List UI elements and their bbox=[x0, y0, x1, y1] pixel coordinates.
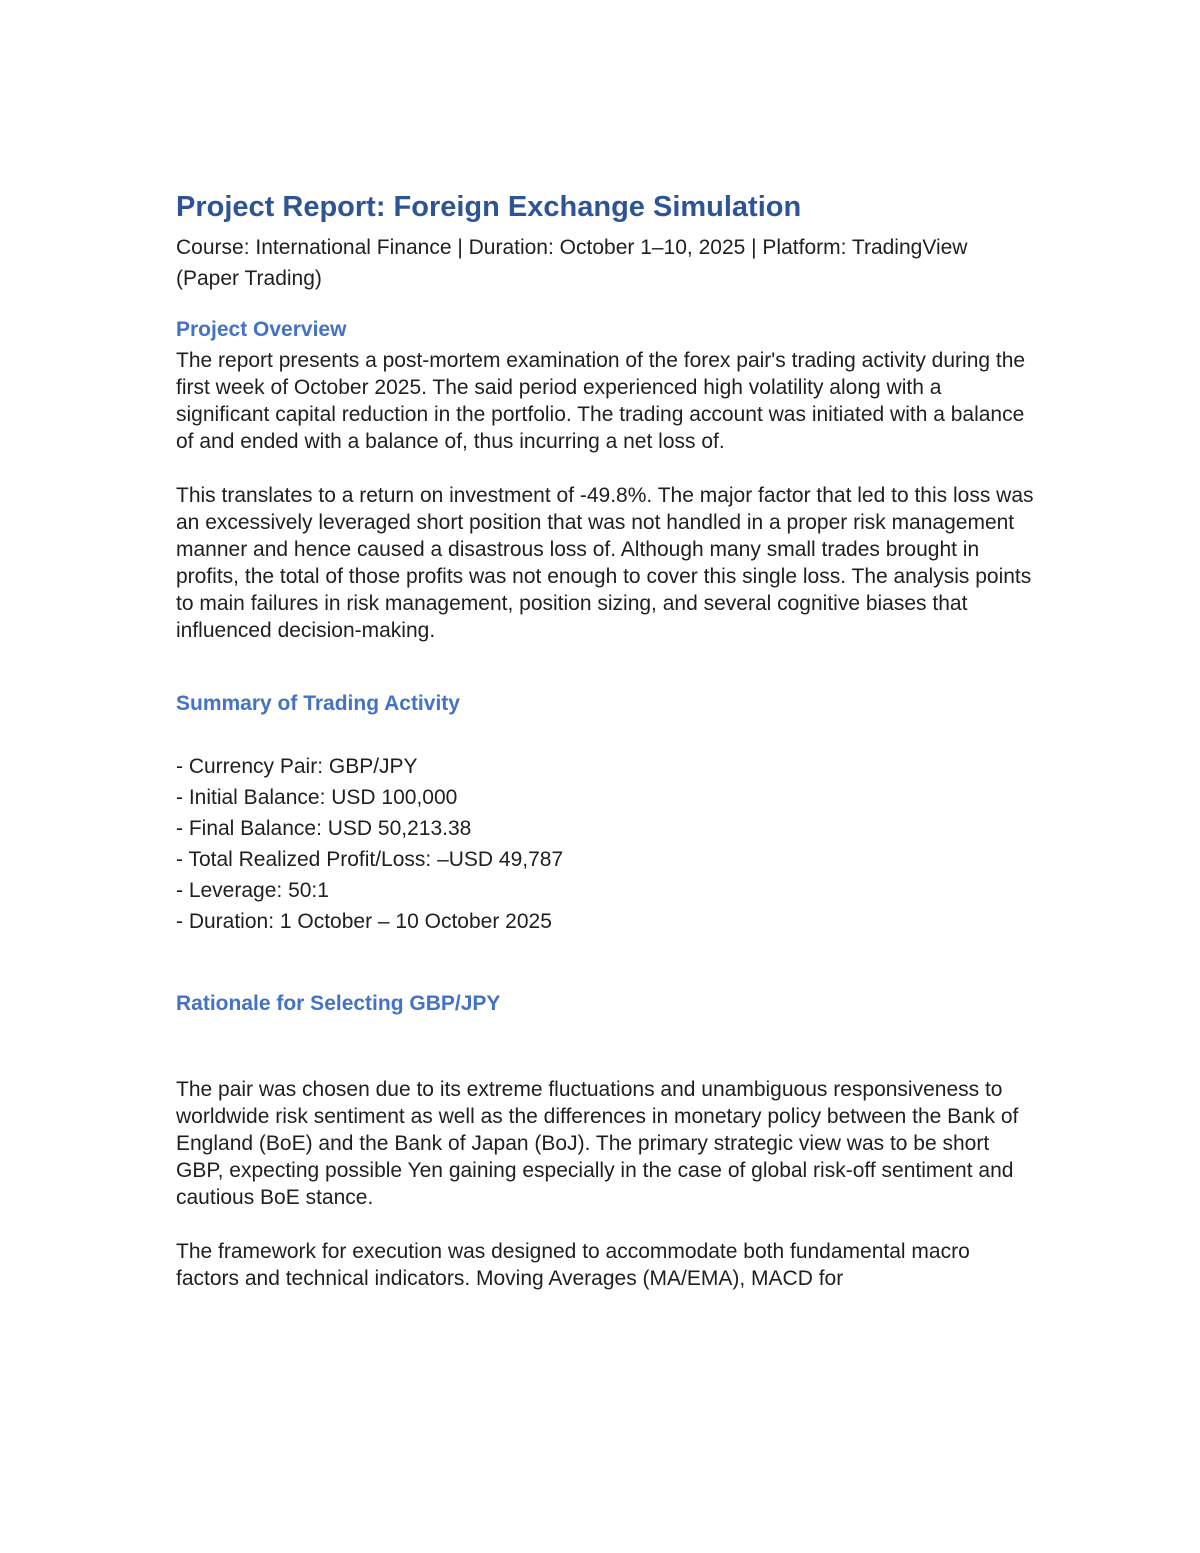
list-item: - Final Balance: USD 50,213.38 bbox=[176, 817, 472, 840]
overview-paragraph-2: This translates to a return on investment of -49.8%. The major factor that led to this loss was an excessively leveraged short position that was not handled in a proper risk management manner and hence caused a disastrous loss of. Although many small trades brought in profits, the total of those profits was not enough to cover this single loss. The analysis points to main failures in risk management, position sizing, and several cognitive biases that influenced decision-making. bbox=[176, 484, 1034, 642]
rationale-paragraph-1: The pair was chosen due to its extreme fluctuations and unambiguous responsiveness to worldwide risk sentiment as well as the differences in monetary policy between the Bank of England (BoE) and the Bank of Japan (BoJ). The primary strategic view was to be short GBP, expecting possible Yen gaining especially in the case of global risk-off sentiment and cautious BoE stance. bbox=[176, 1078, 1019, 1209]
list-item: - Initial Balance: USD 100,000 bbox=[176, 786, 458, 809]
section-heading-overview: Project Overview bbox=[176, 318, 347, 341]
list-item: - Duration: 1 October – 10 October 2025 bbox=[176, 910, 552, 933]
list-item: - Currency Pair: GBP/JPY bbox=[176, 755, 418, 778]
document-page bbox=[176, 188, 1036, 1292]
rationale-paragraph-2: The framework for execution was designed to accommodate both fundamental macro factors and technical indicators. Moving Averages (MA/EMA), MACD for bbox=[176, 1240, 970, 1290]
overview-paragraph-1: The report presents a post-mortem examination of the forex pair's trading activity during the first week of October 2025. The said period experienced high volatility along with a significant capital reduction in the portfolio. The trading account was initiated with a balance of and ended with a balance of, thus incurring a net loss of. bbox=[176, 349, 1026, 453]
list-item: - Total Realized Profit/Loss: –USD 49,787 bbox=[176, 848, 564, 871]
section-heading-rationale: Rationale for Selecting GBP/JPY bbox=[176, 992, 501, 1015]
section-heading-summary: Summary of Trading Activity bbox=[176, 692, 460, 715]
summary-list bbox=[176, 751, 1036, 937]
list-item: - Leverage: 50:1 bbox=[176, 879, 329, 902]
page-title: Project Report: Foreign Exchange Simulation bbox=[176, 191, 802, 223]
page-subtitle: Course: International Finance | Duration: October 1–10, 2025 | Platform: TradingView (Paper Trading) bbox=[176, 236, 968, 290]
